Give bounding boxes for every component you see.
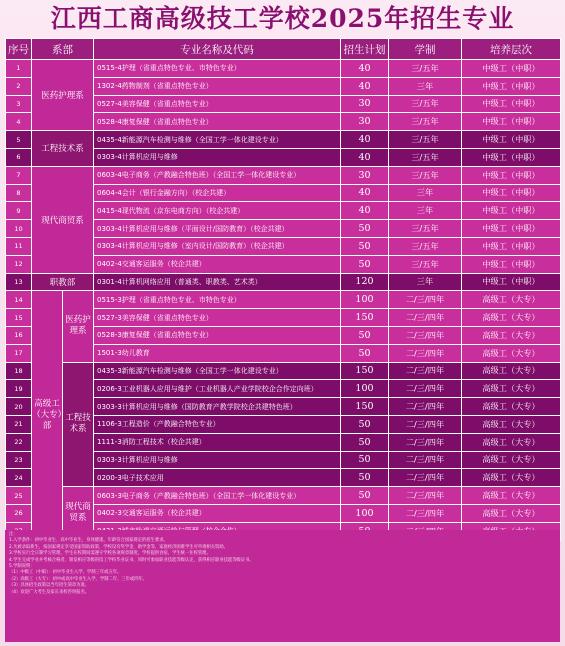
note-line: （3）具体招生政策以当年招生简章为准。 [9, 583, 90, 589]
row-number: 6 [6, 148, 32, 166]
enroll-plan: 40 [341, 131, 389, 149]
row-number: 12 [6, 255, 32, 273]
study-years: 二/三/四年 [389, 344, 462, 362]
senior-department-cell: 高级工（大专）部 [32, 291, 63, 540]
major-name: 0402-3交通客运服务（校企共建） [94, 504, 341, 522]
study-years: 三/五年 [389, 220, 462, 238]
study-years: 三/五年 [389, 60, 462, 78]
major-name: 1111-3消防工程技术（校企共建） [94, 433, 341, 451]
study-years: 三/五年 [389, 166, 462, 184]
row-number: 8 [6, 184, 32, 202]
notes-section [5, 530, 560, 642]
training-level: 高级工（大专） [462, 309, 561, 327]
row-number: 3 [6, 95, 32, 113]
header-cell: 学制 [389, 39, 462, 60]
major-name: 0435-4新能源汽车检测与维修（全国工学一体化建设专业） [94, 131, 341, 149]
sub-department-cell: 现代商贸系 [63, 487, 94, 540]
department-cell: 职教部 [32, 273, 94, 291]
major-name: 0528-3康复保健（省重点特色专业） [94, 326, 341, 344]
enroll-plan: 100 [341, 291, 389, 309]
row-number: 11 [6, 237, 32, 255]
study-years: 三年 [389, 77, 462, 95]
major-name: 0303-4计算机应用与维修（室内设计/国防教育）（校企共建） [94, 237, 341, 255]
row-number: 10 [6, 220, 32, 238]
study-years: 三/五年 [389, 95, 462, 113]
enroll-plan: 50 [341, 237, 389, 255]
training-level: 高级工（大专） [462, 326, 561, 344]
major-name: 0303-4计算机应用与维修 [94, 148, 341, 166]
training-level: 中级工（中职） [462, 113, 561, 131]
note-line: （2）高级工（大专）：初中或高中毕业生入学，学制二年、三年或四年。 [9, 576, 148, 582]
training-level: 中级工（中职） [462, 148, 561, 166]
major-name: 0303-4计算机应用与维修（平面设计/国防教育）（校企共建） [94, 220, 341, 238]
major-name: 1501-3幼儿教育 [94, 344, 341, 362]
row-number: 7 [6, 166, 32, 184]
row-number: 21 [6, 415, 32, 433]
study-years: 二/三/四年 [389, 291, 462, 309]
table-header [6, 39, 561, 60]
row-number: 14 [6, 291, 32, 309]
training-level: 高级工（大专） [462, 291, 561, 309]
major-name: 0528-4康复保健（省重点特色专业） [94, 113, 341, 131]
training-level: 高级工（大专） [462, 451, 561, 469]
training-level: 中级工（中职） [462, 273, 561, 291]
major-name: 0200-3电子技术应用 [94, 469, 341, 487]
row-number: 22 [6, 433, 32, 451]
study-years: 二/三/四年 [389, 415, 462, 433]
header-cell: 序号 [6, 39, 32, 60]
row-number: 25 [6, 487, 32, 505]
enroll-plan: 50 [341, 451, 389, 469]
study-years: 二/三/四年 [389, 380, 462, 398]
enroll-plan: 40 [341, 202, 389, 220]
row-number: 19 [6, 380, 32, 398]
enroll-plan: 150 [341, 309, 389, 327]
training-level: 中级工（中职） [462, 184, 561, 202]
study-years: 二/三/四年 [389, 433, 462, 451]
study-years: 二/三/四年 [389, 469, 462, 487]
major-name: 0435-3新能源汽车检测与维修（全国工学一体化建设专业） [94, 362, 341, 380]
training-level: 高级工（大专） [462, 487, 561, 505]
note-line: （1）中级工（中职）：初中毕业生入学，学制三年或五年。 [9, 570, 122, 576]
row-number: 26 [6, 504, 32, 522]
enroll-plan: 50 [341, 255, 389, 273]
training-level: 中级工（中职） [462, 95, 561, 113]
row-number: 18 [6, 362, 32, 380]
major-name: 0515-3护理（省重点特色专业、市特色专业） [94, 291, 341, 309]
row-number: 24 [6, 469, 32, 487]
enroll-plan: 50 [341, 487, 389, 505]
row-number: 16 [6, 326, 32, 344]
study-years: 三/五年 [389, 131, 462, 149]
study-years: 二/三/四年 [389, 504, 462, 522]
note-line: 1.入学条件：初中毕业生、高中毕业生，身体健康，年龄符合国家规定的招生要求。 [9, 538, 168, 544]
header-cell: 系部 [32, 39, 94, 60]
header-cell: 培养层次 [462, 39, 561, 60]
training-level: 中级工（中职） [462, 166, 561, 184]
page-title: 江西工商高级技工学校2025年招生专业 [50, 4, 515, 33]
major-name: 0515-4护理（省重点特色专业、市特色专业） [94, 60, 341, 78]
major-name: 0527-4美容保健（省重点特色专业） [94, 95, 341, 113]
department-cell: 现代商贸系 [32, 166, 94, 273]
study-years: 三/五年 [389, 113, 462, 131]
enroll-plan: 150 [341, 398, 389, 416]
major-name: 0415-4现代物流（京东电商方向）（校企共建） [94, 202, 341, 220]
row-number: 1 [6, 60, 32, 78]
department-cell: 工程技术系 [32, 131, 94, 167]
enroll-plan: 50 [341, 469, 389, 487]
major-name: 0603-4电子商务（产教融合特色班）（全国工学一体化建设专业） [94, 166, 341, 184]
training-level: 高级工（大专） [462, 380, 561, 398]
note-line: 4.学生完成学业并考核合格者，颁发相应等级的技工学校毕业证书，同时可参加职业技能等级认定，获得相应职业技能等级证书。 [9, 557, 254, 563]
study-years: 二/三/四年 [389, 398, 462, 416]
study-years: 三年 [389, 202, 462, 220]
study-years: 三年 [389, 273, 462, 291]
major-name: 0206-3工业机器人应用与维护（工业机器人产业学院校企合作定向班） [94, 380, 341, 398]
training-level: 高级工（大专） [462, 433, 561, 451]
note-line: 注： [9, 532, 18, 537]
sub-department-cell: 医药护理系 [63, 291, 94, 362]
enroll-plan: 50 [341, 220, 389, 238]
note-line: 2.凡被录取新生，按国家规定享受国家资助政策，学校设有奖学金、助学金等，家庭经济困难学生可申请相关资助。 [9, 544, 228, 550]
major-name: 0604-4会计（银行金融方向）（校企共建） [94, 184, 341, 202]
enroll-plan: 30 [341, 95, 389, 113]
row-number: 13 [6, 273, 32, 291]
row-number: 2 [6, 77, 32, 95]
enroll-plan: 30 [341, 166, 389, 184]
row-number: 17 [6, 344, 32, 362]
table-row [6, 487, 561, 505]
study-years: 二/三/四年 [389, 309, 462, 327]
major-name: 0603-3电子商务（产教融合特色班）（全国工学一体化建设专业） [94, 487, 341, 505]
major-name: 0303-3计算机应用与维修（国防教育产教学院校企共建特色班） [94, 398, 341, 416]
table-row [6, 166, 561, 184]
training-level: 高级工（大专） [462, 469, 561, 487]
enroll-plan: 120 [341, 273, 389, 291]
study-years: 二/三/四年 [389, 487, 462, 505]
enroll-plan: 50 [341, 433, 389, 451]
row-number: 9 [6, 202, 32, 220]
note-line: 5.学制说明： [9, 564, 35, 570]
table-row [6, 291, 561, 309]
study-years: 三/五年 [389, 148, 462, 166]
major-name: 0527-3美容保健（省重点特色专业） [94, 309, 341, 327]
major-name: 0301-4计算机网络应用（普通类、职教类、艺术类） [94, 273, 341, 291]
training-level: 高级工（大专） [462, 415, 561, 433]
enroll-plan: 100 [341, 380, 389, 398]
note-line: （4）欢迎广大考生及家长来校咨询报名。 [9, 589, 90, 595]
study-years: 二/三/四年 [389, 451, 462, 469]
enroll-plan: 40 [341, 77, 389, 95]
row-number: 4 [6, 113, 32, 131]
training-level: 中级工（中职） [462, 255, 561, 273]
table-row [6, 362, 561, 380]
enroll-plan: 30 [341, 113, 389, 131]
table-row [6, 273, 561, 291]
study-years: 三/五年 [389, 255, 462, 273]
enroll-plan: 150 [341, 362, 389, 380]
training-level: 中级工（中职） [462, 77, 561, 95]
training-level: 中级工（中职） [462, 220, 561, 238]
study-years: 三年 [389, 184, 462, 202]
major-name: 0402-4交通客运服务（校企共建） [94, 255, 341, 273]
study-years: 二/三/四年 [389, 326, 462, 344]
enrollment-table [5, 38, 561, 541]
table-row [6, 131, 561, 149]
enroll-plan: 40 [341, 184, 389, 202]
study-years: 二/三/四年 [389, 362, 462, 380]
major-name: 1302-4药物制剂（省重点特色专业） [94, 77, 341, 95]
enroll-plan: 40 [341, 148, 389, 166]
header-cell: 招生计划 [341, 39, 389, 60]
enroll-plan: 100 [341, 504, 389, 522]
enroll-plan: 50 [341, 415, 389, 433]
training-level: 高级工（大专） [462, 344, 561, 362]
training-level: 中级工（中职） [462, 237, 561, 255]
sub-department-cell: 工程技术系 [63, 362, 94, 487]
row-number: 23 [6, 451, 32, 469]
enroll-plan: 40 [341, 60, 389, 78]
training-level: 高级工（大专） [462, 504, 561, 522]
training-level: 中级工（中职） [462, 202, 561, 220]
row-number: 20 [6, 398, 32, 416]
note-line: 3.学校实行全日制学习管理，学生在校期间需遵守学校各项规章制度，学校提供食宿，学生统一住校管理。 [9, 551, 211, 557]
training-level: 高级工（大专） [462, 362, 561, 380]
major-name: 0303-3计算机应用与维修 [94, 451, 341, 469]
header-cell: 专业名称及代码 [94, 39, 341, 60]
training-level: 中级工（中职） [462, 60, 561, 78]
table-row [6, 60, 561, 78]
major-name: 1106-3工程造价（产教融合特色专业） [94, 415, 341, 433]
department-cell: 医药护理系 [32, 60, 94, 131]
row-number: 15 [6, 309, 32, 327]
enroll-plan: 50 [341, 326, 389, 344]
training-level: 高级工（大专） [462, 398, 561, 416]
row-number: 5 [6, 131, 32, 149]
enroll-plan: 50 [341, 344, 389, 362]
study-years: 三/五年 [389, 237, 462, 255]
training-level: 中级工（中职） [462, 131, 561, 149]
